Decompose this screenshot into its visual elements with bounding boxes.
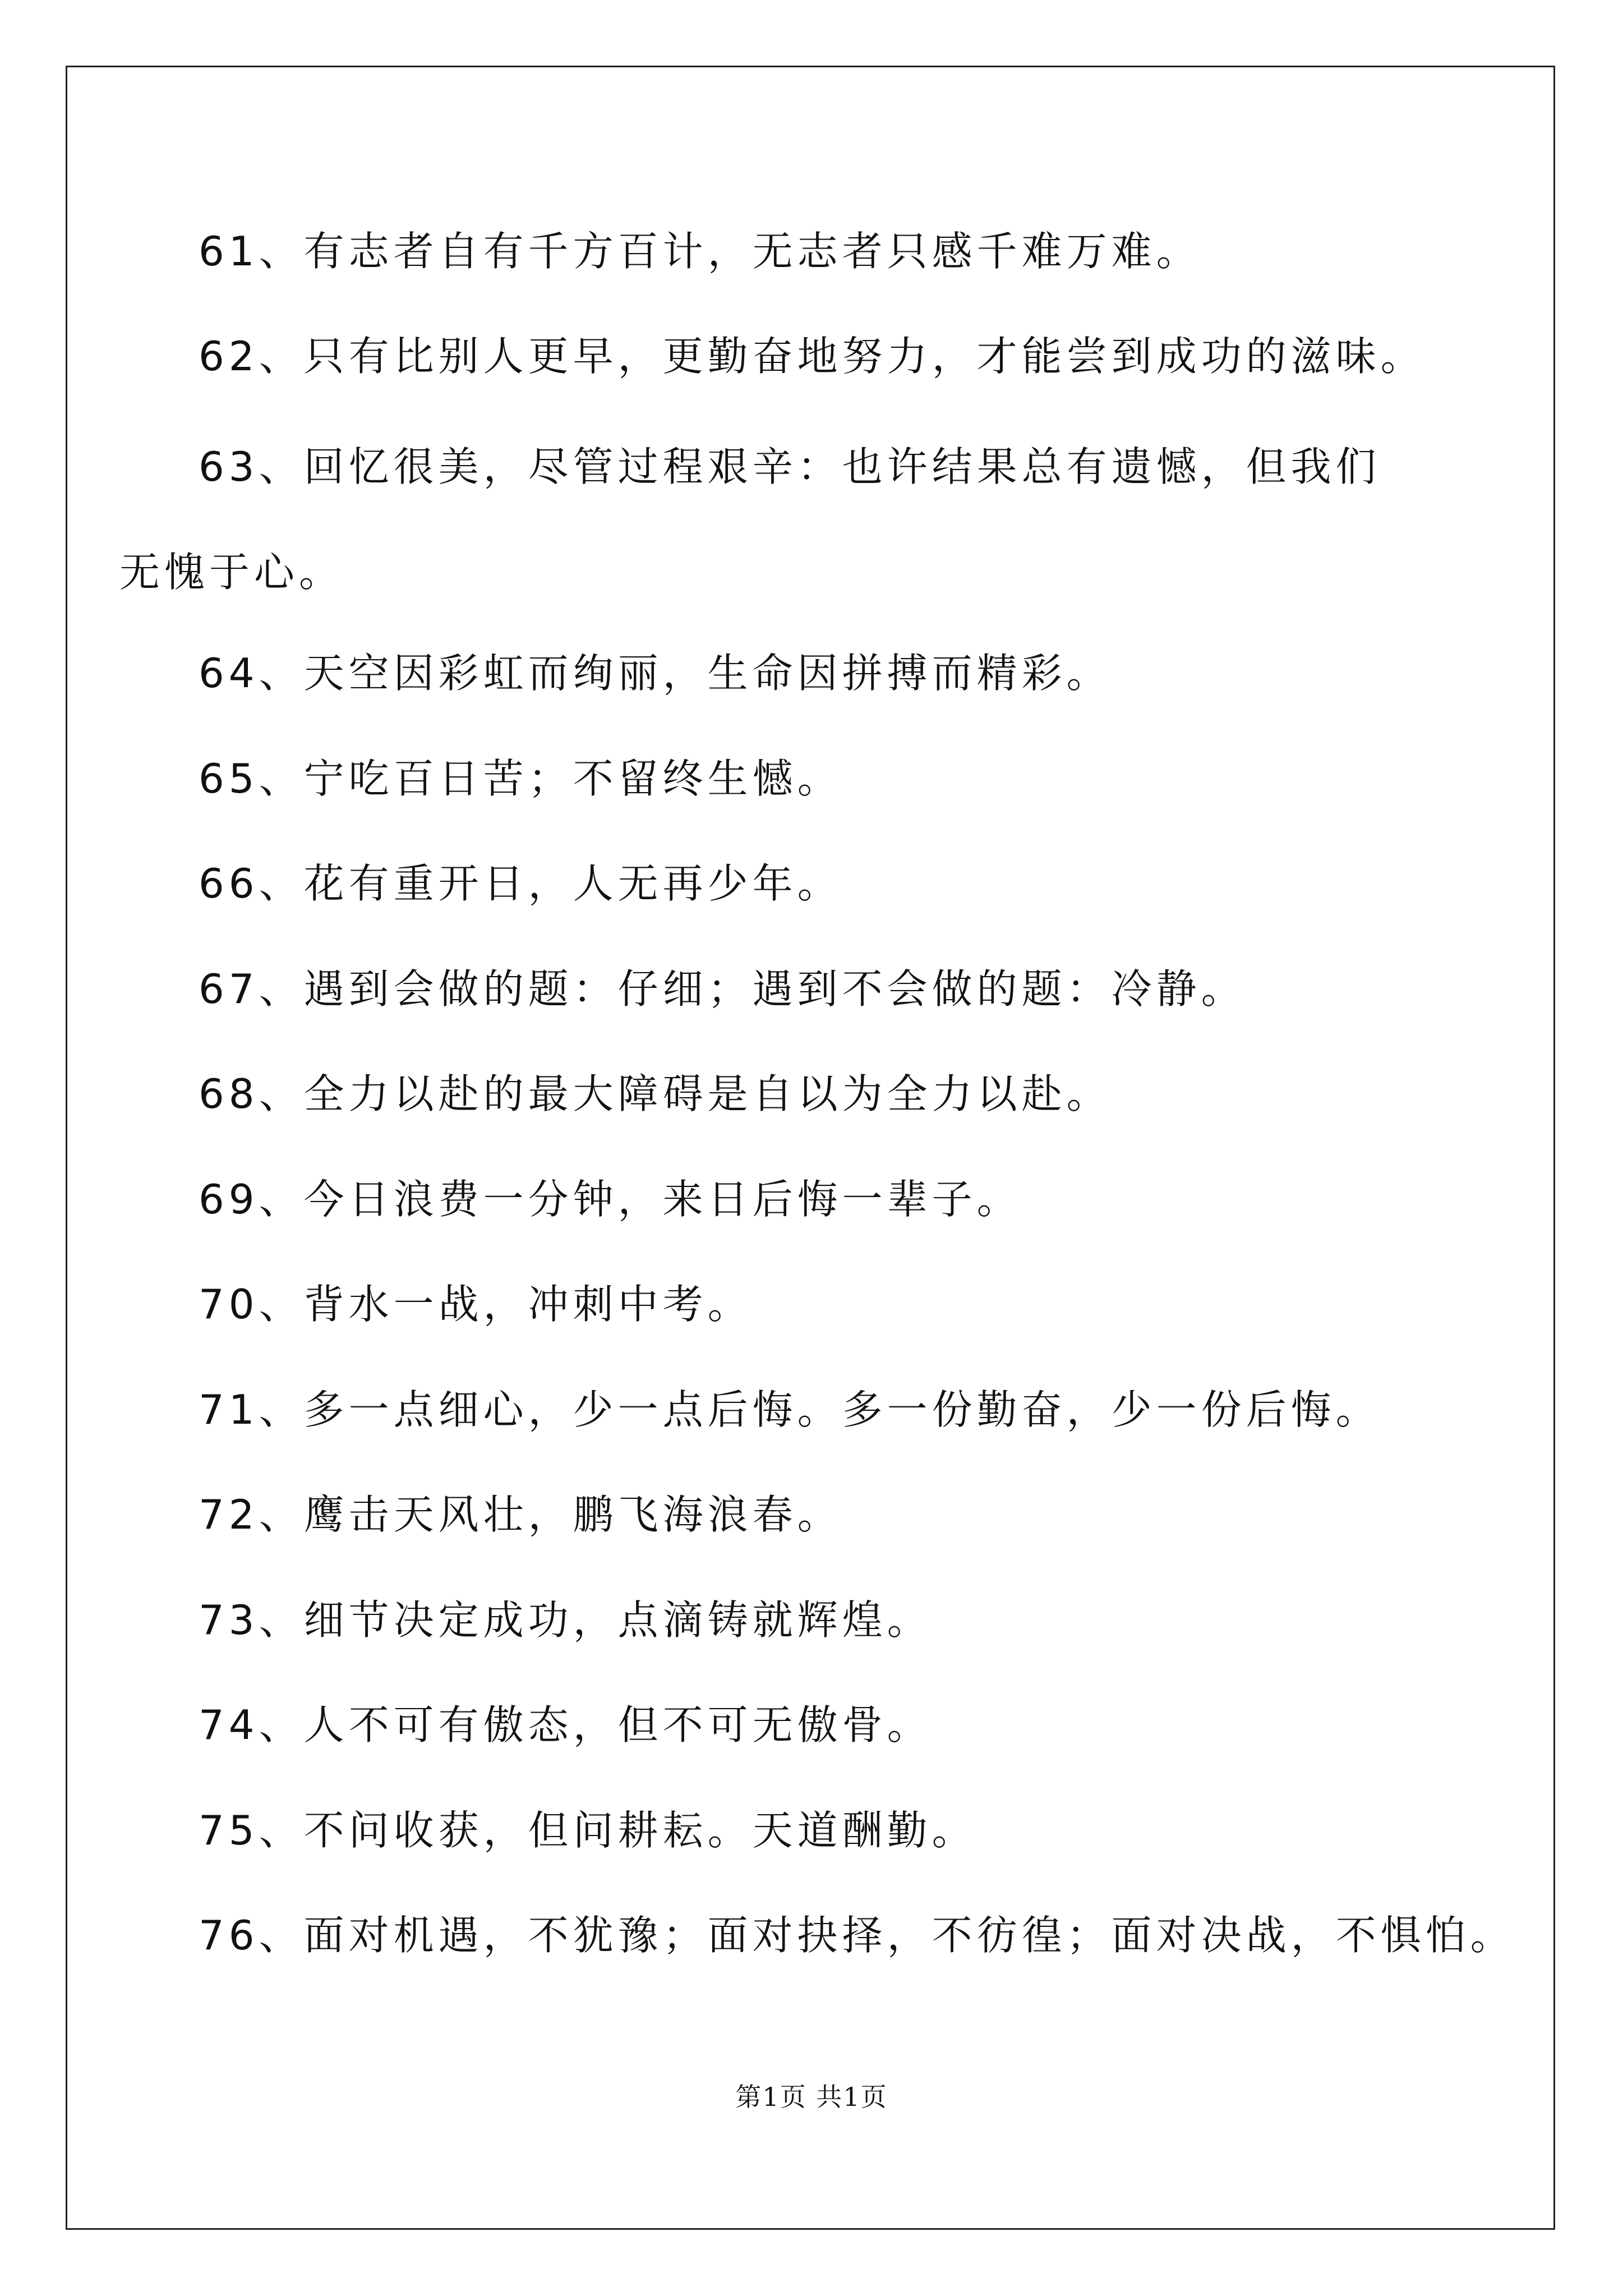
list-item: 64、天空因彩虹而绚丽，生命因拼搏而精彩。 [199, 650, 1112, 697]
list-item: 75、不问收获，但问耕耘。天道酬勤。 [199, 1807, 977, 1854]
list-item: 72、鹰击天风壮，鹏飞海浪春。 [199, 1491, 842, 1538]
list-item: 67、遇到会做的题：仔细；遇到不会做的题：冷静。 [199, 965, 1246, 1013]
list-item: 61、有志者自有千方百计，无志者只感千难万难。 [199, 228, 1201, 275]
list-item: 74、人不可有傲态，但不可无傲骨。 [199, 1701, 932, 1749]
page-number: 第1页 共1页 [735, 2082, 888, 2112]
list-item: 63、回忆很美，尽管过程艰辛：也许结果总有遗憾，但我们无愧于心。 [119, 443, 1381, 596]
page-border [66, 66, 1555, 2230]
list-item: 65、宁吃百日苦；不留终生憾。 [199, 755, 842, 802]
list-item: 62、只有比别人更早，更勤奋地努力，才能尝到成功的滋味。 [199, 333, 1426, 380]
list-item: 70、背水一战，冲刺中考。 [199, 1281, 753, 1328]
list-item: 69、今日浪费一分钟，来日后悔一辈子。 [199, 1176, 1022, 1223]
list-item: 73、细节决定成功，点滴铸就辉煌。 [199, 1596, 932, 1644]
list-item: 71、多一点细心，少一点后悔。多一份勤奋，少一份后悔。 [199, 1386, 1381, 1433]
list-item: 76、面对机遇，不犹豫；面对抉择，不彷徨；面对决战，不惧怕。 [199, 1912, 1515, 1959]
list-item: 68、全力以赴的最大障碍是自以为全力以赴。 [199, 1070, 1112, 1117]
list-item: 66、花有重开日，人无再少年。 [199, 860, 842, 907]
